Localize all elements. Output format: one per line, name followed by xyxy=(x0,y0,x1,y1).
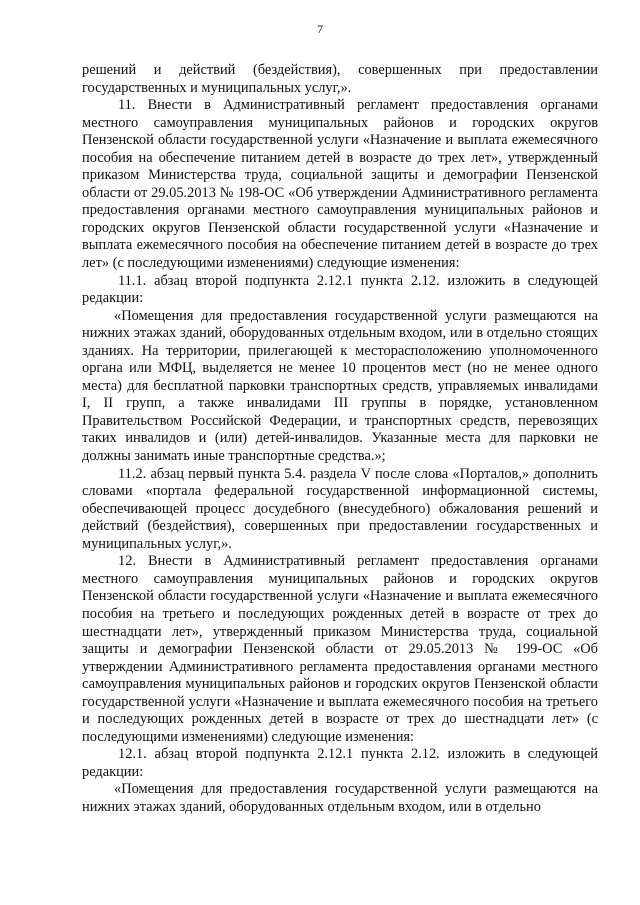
paragraph-continuation: решений и действий (бездействия), совершенных при предоставлении государственных и муниципальных услуг,». xyxy=(82,62,598,96)
paragraph-item-12: 12. Внести в Административный регламент предоставления органами местного самоуправления муниципальных районов и городских округов Пензенской области государственной услуги «Назначение и выплата ежемесячного пособия на третьего и последующих рожденных детей в возрасте от трех до шестнадцати лет», утвержденный приказом Министерства труда, социальной защиты и демографии Пензенской области от 29.05.2013 № 199-ОС «Об утверждении Административного регламента предоставления органами местного самоуправления муниципальных районов и городских округов Пензенской области государственной услуги «Назначение и выплата ежемесячного пособия на третьего и последующих рожденных детей в возрасте от трех до шестнадцати лет» (с последующими изменениями) следующие изменения: xyxy=(82,553,598,745)
paragraph-item-11: 11. Внести в Административный регламент предоставления органами местного самоуправления муниципальных районов и городских округов Пензенской области государственной услуги «Назначение и выплата ежемесячного пособия на обеспечение питанием детей в возрасте до трех лет», утвержденный приказом Министерства труда, социальной защиты и демографии Пензенской области от 29.05.2013 № 198-ОС «Об утверждении Административного регламента предоставления органами местного самоуправления муниципальных районов и городских округов Пензенской области государственной услуги «Назначение и выплата ежемесячного пособия на обеспечение питанием детей в возрасте до трех лет» (с последующими изменениями) следующие изменения: xyxy=(82,97,598,272)
paragraph-item-11-2: 11.2. абзац первый пункта 5.4. раздела V после слова «Порталов,» дополнить словами «портала федеральной государственной информационной системы, обеспечивающей процесс досудебного (внесудебного) обжалования решений и действий (бездействия), совершенных при предоставлении государственных и муниципальных услуг,». xyxy=(82,465,598,552)
paragraph-quote-premises: «Помещения для предоставления государственной услуги размещаются на нижних этажах зданий, оборудованных отдельным входом, или в отдельно стоящих зданиях. На территории, прилегающей к месторасположению уполномоченного органа или МФЦ, выделяется не менее 10 процентов мест (но не менее одного места) для бесплатной парковки транспортных средств, управляемых инвалидами I, II групп, а также инвалидами III группы в порядке, установленном Правительством Российской Федерации, и транспортных средств, перевозящих таких инвалидов и (или) детей-инвалидов. Указанные места для парковки не должны занимать иные транспортные средства.»; xyxy=(82,307,598,465)
page-number: 7 xyxy=(317,22,323,36)
document-body xyxy=(82,62,598,817)
paragraph-item-12-1: 12.1. абзац второй подпункта 2.12.1 пункта 2.12. изложить в следующей редакции: xyxy=(82,746,598,780)
paragraph-quote-premises-2: «Помещения для предоставления государственной услуги размещаются на нижних этажах зданий, оборудованных отдельным входом, или в отдельно xyxy=(82,781,598,815)
paragraph-item-11-1: 11.1. абзац второй подпункта 2.12.1 пункта 2.12. изложить в следующей редакции: xyxy=(82,272,598,307)
